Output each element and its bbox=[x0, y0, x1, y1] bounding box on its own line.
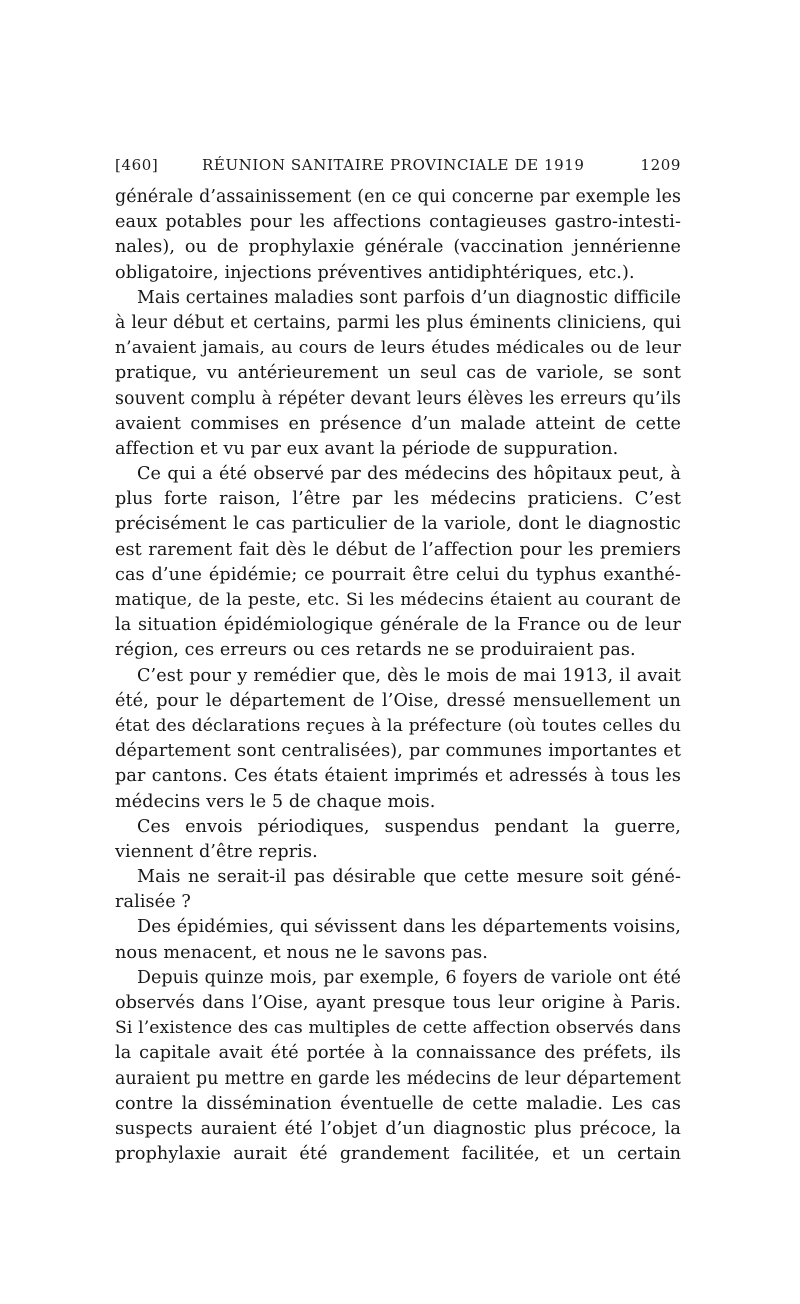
text-line: eaux potables pour les affections contagieuses gastro-intesti- bbox=[115, 212, 681, 233]
text-line: département sont centralisées), par communes importantes et bbox=[115, 741, 681, 762]
text-line: prophylaxie aurait été grandement facilitée, et un certain bbox=[115, 1144, 681, 1165]
text-line: Mais ne serait-il pas désirable que cette mesure soit géné- bbox=[137, 867, 681, 888]
text-line: Depuis quinze mois, par exemple, 6 foyers de variole ont été bbox=[137, 967, 681, 988]
text-line: la capitale avait été portée à la connaissance des préfets, ils bbox=[115, 1043, 681, 1064]
folio-left: [460] bbox=[115, 156, 159, 174]
text-line: à leur début et certains, parmi les plus éminents cliniciens, qui bbox=[115, 312, 681, 333]
text-line: Ce qui a été observé par des médecins des hôpitaux peut, à bbox=[137, 464, 681, 485]
folio-right: 1209 bbox=[640, 156, 681, 174]
text-line: Si l’existence des cas multiples de cette affection observés dans bbox=[115, 1018, 681, 1039]
text-line: obligatoire, injections préventives antidiphtériques, etc.). bbox=[115, 262, 635, 283]
text-line: nous menacent, et nous ne le savons pas. bbox=[115, 942, 488, 963]
text-line: par cantons. Ces états étaient imprimés et adressés à tous les bbox=[115, 766, 681, 787]
running-title: RÉUNION SANITAIRE PROVINCIALE DE 1919 bbox=[202, 156, 585, 174]
text-line: état des déclarations reçues à la préfecture (où toutes celles du bbox=[115, 715, 681, 736]
text-line: région, ces erreurs ou ces retards ne se produiraient pas. bbox=[115, 640, 636, 661]
text-line: ralisée ? bbox=[115, 892, 191, 913]
text-line: n’avaient jamais, au cours de leurs études médicales ou de leur bbox=[115, 338, 681, 359]
running-header bbox=[115, 156, 681, 180]
body-text bbox=[115, 185, 681, 1167]
text-line: affection et vu par eux avant la période de suppuration. bbox=[115, 438, 619, 459]
text-line: nales), ou de prophylaxie générale (vaccination jennérienne bbox=[115, 237, 681, 258]
text-line: viennent d’être repris. bbox=[115, 841, 318, 862]
text-line: précisément le cas particulier de la variole, dont le diagnostic bbox=[115, 514, 681, 535]
text-line: cas d’une épidémie; ce pourrait être celui du typhus exanthé- bbox=[115, 564, 681, 585]
text-line: Des épidémies, qui sévissent dans les départements voisins, bbox=[137, 917, 681, 938]
text-line: auraient pu mettre en garde les médecins de leur département bbox=[115, 1068, 681, 1089]
text-line: matique, de la peste, etc. Si les médecins étaient au courant de bbox=[115, 590, 681, 610]
text-line: Ces envois périodiques, suspendus pendant la guerre, bbox=[137, 816, 681, 837]
text-line: avaient commises en présence d’un malade atteint de cette bbox=[115, 413, 681, 434]
text-line: contre la dissémination éventuelle de cette maladie. Les cas bbox=[115, 1093, 681, 1114]
text-line: souvent complu à répéter devant leurs élèves les erreurs qu’ils bbox=[115, 388, 681, 409]
text-line: pratique, vu antérieurement un seul cas de variole, se sont bbox=[115, 363, 681, 384]
text-line: suspects auraient été l’objet d’un diagnostic plus précoce, la bbox=[115, 1118, 681, 1139]
text-line: médecins vers le 5 de chaque mois. bbox=[115, 791, 436, 812]
text-line: C’est pour y remédier que, dès le mois de mai 1913, il avait bbox=[137, 665, 681, 686]
text-line: Mais certaines maladies sont parfois d’un diagnostic difficile bbox=[137, 287, 681, 308]
text-line: générale d’assainissement (en ce qui concerne par exemple les bbox=[115, 187, 681, 207]
text-line: observés dans l’Oise, ayant presque tous leur origine à Paris. bbox=[115, 993, 681, 1013]
text-line: été, pour le département de l’Oise, dressé mensuellement un bbox=[115, 690, 681, 711]
text-line: la situation épidémiologique générale de la France ou de leur bbox=[115, 615, 681, 636]
text-line: est rarement fait dès le début de l’affection pour les premiers bbox=[115, 539, 681, 560]
text-line: plus forte raison, l’être par les médecins praticiens. C’est bbox=[115, 489, 681, 510]
